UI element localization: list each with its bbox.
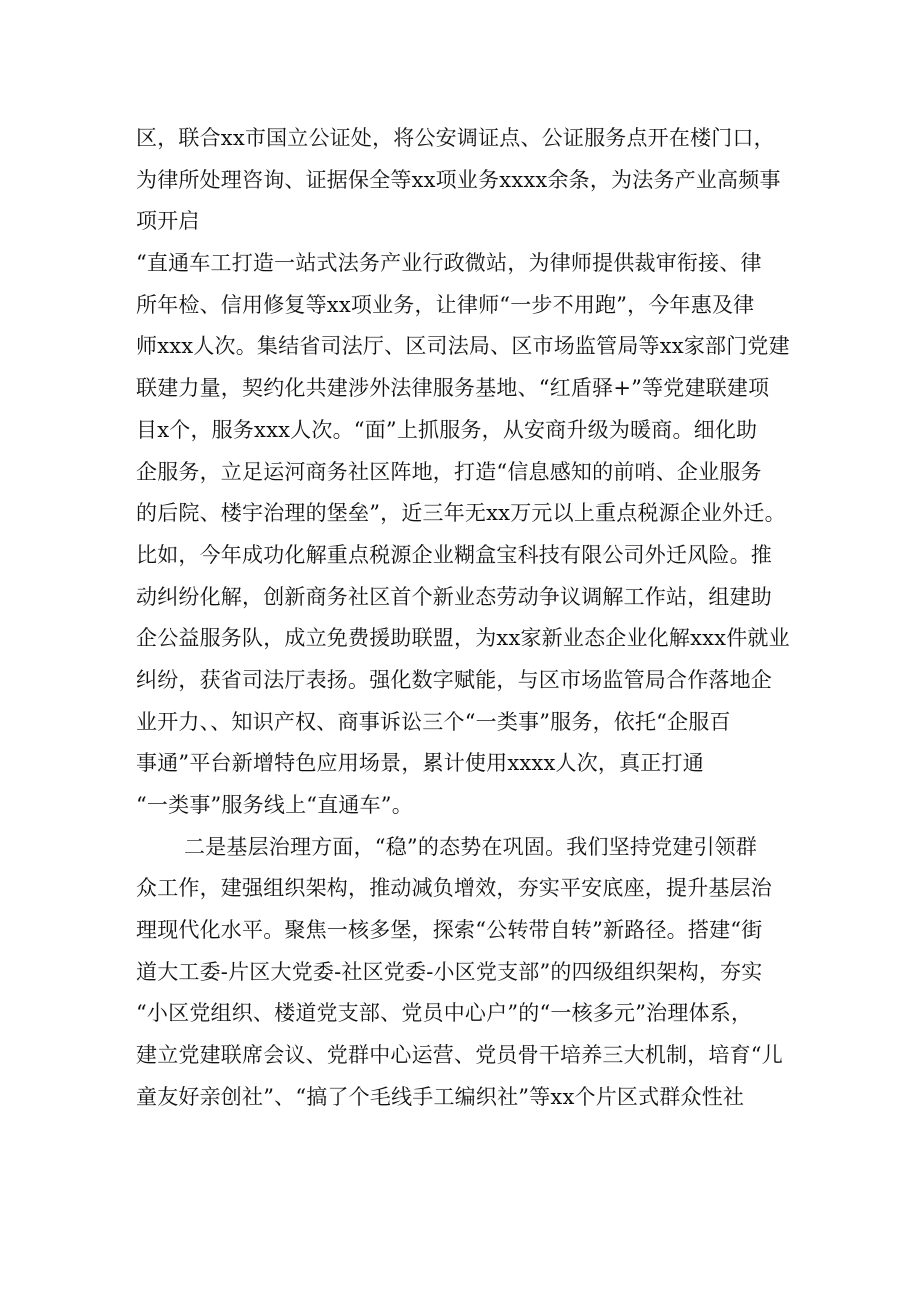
text-line: 动纠纷化解，创新商务社区首个新业态劳动争议调解工作站，组建助 (136, 584, 772, 609)
paragraph-start-line: 二是基层治理方面，“稳”的态势在巩固。我们坚持党建引领群 (184, 834, 758, 859)
text-line: 为律所处理咨询、证据保全等xx项业务xxxx余条，为法务产业高频事 (136, 167, 781, 192)
body-text (136, 118, 796, 1119)
text-line: 比如，今年成功化解重点税源企业糊盒宝科技有限公司外迁风险。推 (136, 542, 772, 567)
text-line: 道大工委-片区大党委-社区党委-小区党支部”的四级组织架构，夯实 (136, 959, 763, 984)
text-line: 的后院、楼宇治理的堡垒”，近三年无xx万元以上重点税源企业外迁。 (136, 501, 786, 526)
text-line: 项开启 (136, 209, 200, 234)
text-line: “小区党组织、楼道党支部、党员中心户”的“一核多元”治理体系， (136, 1001, 753, 1026)
text-line: 理现代化水平。聚焦一核多堡，探索“公转带自转”新路径。搭建“街 (136, 918, 763, 943)
text-line: 师xxx人次。集结省司法厅、区司法局、区市场监管局等xx家部门党建 (136, 334, 790, 359)
text-line: “一类事”服务线上“直通车”。 (136, 793, 413, 817)
text-line: 童友好亲创社”、“搞了个毛线手工编织社”等xx个片区式群众性社 (136, 1084, 745, 1109)
text-line: 业开力、、知识产权、商事诉讼三个“一类事”服务，依托“企服百 (136, 709, 731, 734)
text-line: 纠纷，获省司法厅表扬。强化数字赋能，与区市场监管局合作落地企 (136, 667, 772, 692)
text-line: 目x个，服务xxx人次。“面”上抓服务，从安商升级为暖商。细化助 (136, 417, 758, 442)
text-line: 建立党建联席会议、党群中心运营、党员骨干培养三大机制，培育“儿 (136, 1043, 783, 1068)
text-line: 所年检、信用修复等xx项业务，让律师“一步不用跑”，今年惠及律 (136, 292, 755, 317)
text-line: 众工作，建强组织架构，推动减负增效，夯实平安底座，提升基层治 (136, 876, 772, 901)
text-line: 区，联合xx市国立公证处，将公安调证点、公证服务点开在楼门口， (136, 126, 775, 150)
text-line: 企公益服务队，成立免费援助联盟，为xx家新业态企业化解xxx件就业 (136, 626, 790, 651)
text-line: 事通”平台新增特色应用场景，累计使用xxxx人次，真正打通 (136, 751, 704, 776)
text-line: 联建力量，契约化共建涉外法律服务基地、“红盾驿+”等党建联建项 (136, 376, 770, 401)
text-line: 企服务，立足运河商务社区阵地，打造“信息感知的前哨、企业服务 (136, 459, 762, 484)
text-line: “直通车工打造一站式法务产业行政微站，为律师提供裁审衔接、律 (136, 251, 762, 276)
